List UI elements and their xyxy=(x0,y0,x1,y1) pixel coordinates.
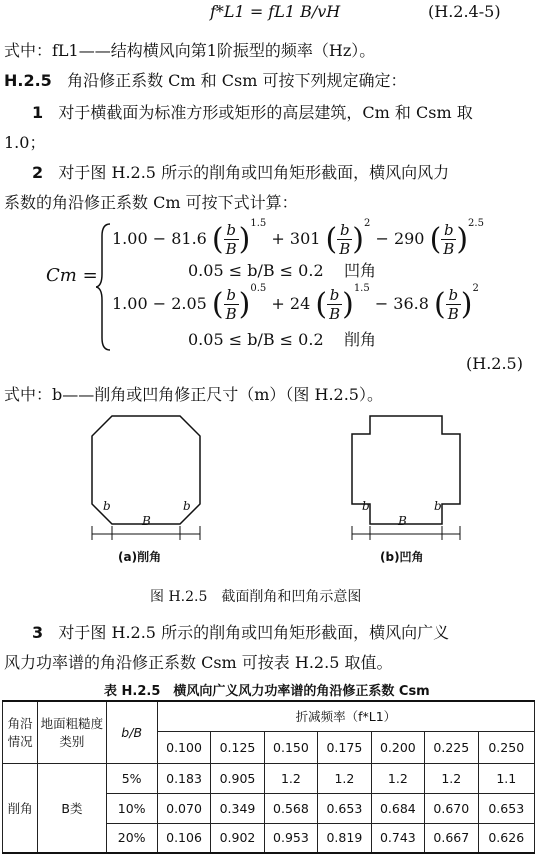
item-1-number: 1 xyxy=(32,103,44,122)
cell-value: 1.2 xyxy=(264,763,317,793)
item-2-number: 2 xyxy=(32,163,44,182)
item-3-text-b: 风力功率谱的角沿修正系数 Csm 可按表 H.2.5 取值。 xyxy=(4,653,393,672)
frac-num: b xyxy=(327,286,342,305)
item-2 xyxy=(32,160,449,183)
cm-number: (H.2.5) xyxy=(466,354,523,373)
definition-b: 式中：b——削角或凹角修正尺寸（m）（图 H.2.5）。 xyxy=(4,385,383,404)
figure-caption: 图 H.2.5 截面削角和凹角示意图 xyxy=(150,589,362,605)
cm-row2: 1.00 − 2.05 ( $\frac{b}{B}$ )$^{0.5}$ + 24 ( $\frac{b}{B}$ )$^{1.5}$ − 36.8 ( $\frac{b}{B}$ )$^2$ xyxy=(112,283,479,323)
cell-value: 0.902 xyxy=(211,823,264,853)
item-2-text-a: 对于图 H.2.5 所示的削角或凹角矩形截面，横风向风力 xyxy=(58,163,450,182)
cm-cond1 xyxy=(188,258,376,281)
item-3-text-a: 对于图 H.2.5 所示的削角或凹角矩形截面，横风向广义 xyxy=(58,623,450,642)
cell-value: 1.2 xyxy=(318,763,371,793)
cell-value: 0.684 xyxy=(371,793,424,823)
cell-value: 0.953 xyxy=(264,823,317,853)
cm-row1: 1.00 − 81.6 ( $\frac{b}{B}$ )$^{1.5}$ + 301 ( $\frac{b}{B}$ )$^2$ − 290 ( $\frac{b}{B}$ )$^{2.5}$ xyxy=(112,218,484,258)
figure-chamfer xyxy=(90,414,220,544)
cell-value: 0.653 xyxy=(318,793,371,823)
definition-fl1: 式中：fL1——结构横风向第1阶振型的频率（Hz）。 xyxy=(4,41,376,60)
cm-row1-e1: 1.5 xyxy=(250,218,267,229)
cm-row2-e2: 1.5 xyxy=(353,283,370,294)
th-freq: 折减频率（f*L1） xyxy=(157,701,534,731)
table-title: 表 H.2.5 横风向广义风力功率谱的角沿修正系数 Csm xyxy=(104,684,430,699)
figure-recess xyxy=(350,414,480,544)
item-1-text-a: 对于横截面为标准方形或矩形的高层建筑，Cm 和 Csm 取 xyxy=(58,103,473,122)
cm-row1-c: − 290 xyxy=(375,229,425,248)
section-number: H.2.5 xyxy=(4,71,52,90)
formula-top xyxy=(210,2,340,21)
frac-den: B xyxy=(447,305,459,323)
cm-row1-e2: 2 xyxy=(363,218,371,229)
fig-b-dim-b2: b xyxy=(434,499,442,513)
freq-cell: 0.150 xyxy=(264,731,317,763)
cm-cond1-range: 0.05 ≤ b/B ≤ 0.2 xyxy=(188,261,324,280)
frac-num: b xyxy=(337,221,352,240)
cell-value: 0.819 xyxy=(318,823,371,853)
cell-value: 0.183 xyxy=(157,763,210,793)
fig-a-dim-b2: b xyxy=(183,499,191,513)
th-terrain: 地面粗糙度类别 xyxy=(38,701,106,763)
cm-lhs: Cm = xyxy=(46,265,98,286)
cell-value: 0.670 xyxy=(425,793,478,823)
cell-value: 1.1 xyxy=(478,763,534,793)
cm-row1-b: + 301 xyxy=(271,229,321,248)
section-text: 角沿修正系数 Cm 和 Csm 可按下列规定确定： xyxy=(67,71,407,90)
fig-b-dim-B: B xyxy=(398,514,407,528)
cell-corner: 削角 xyxy=(3,763,38,853)
item-1-text-b: 1.0； xyxy=(4,133,46,152)
figure-label-a: (a)削角 xyxy=(118,550,162,564)
freq-cell: 0.100 xyxy=(157,731,210,763)
frac-den: B xyxy=(443,240,455,258)
th-corner: 角沿情况 xyxy=(3,701,38,763)
section-h25 xyxy=(4,68,406,91)
item-3 xyxy=(32,620,449,643)
cell-value: 0.626 xyxy=(478,823,534,853)
cm-cond2-label: 削角 xyxy=(343,330,376,349)
cell-value: 0.743 xyxy=(371,823,424,853)
table-row xyxy=(3,763,535,793)
frac-den: B xyxy=(339,240,351,258)
frac-num: b xyxy=(224,221,239,240)
cell-value: 0.653 xyxy=(478,793,534,823)
cm-row1-e3: 2.5 xyxy=(468,218,484,229)
cm-cond2 xyxy=(188,327,376,350)
th-bB: b/B xyxy=(106,701,157,763)
frac-num: b xyxy=(446,286,461,305)
cm-cond1-label: 凹角 xyxy=(343,261,376,280)
frac-num: b xyxy=(441,221,456,240)
frac-den: B xyxy=(225,240,237,258)
frac-num: b xyxy=(224,286,239,305)
freq-cell: 0.200 xyxy=(371,731,424,763)
cm-row2-e3: 2 xyxy=(472,283,479,294)
cell-value: 0.349 xyxy=(211,793,264,823)
cell-value: 0.568 xyxy=(264,793,317,823)
cell-value: 0.905 xyxy=(211,763,264,793)
item-1 xyxy=(32,100,473,123)
csm-table xyxy=(2,700,535,854)
fig-a-dim-B: B xyxy=(142,514,151,528)
freq-cell: 0.175 xyxy=(318,731,371,763)
frac-den: B xyxy=(329,305,341,323)
frac-den: B xyxy=(225,305,237,323)
freq-cell: 0.250 xyxy=(478,731,534,763)
cell-value: 1.2 xyxy=(371,763,424,793)
fig-a-dim-b1: b xyxy=(103,499,111,513)
cell-value: 0.667 xyxy=(425,823,478,853)
item-3-number: 3 xyxy=(32,623,44,642)
cm-row2-a: 1.00 − 2.05 xyxy=(112,294,207,313)
formula-top-number: (H.2.4-5) xyxy=(428,2,501,21)
cell-bB: 10% xyxy=(106,793,157,823)
cm-row2-b: + 24 xyxy=(271,294,311,313)
figure-label-b: (b)凹角 xyxy=(380,550,424,564)
cell-bB: 20% xyxy=(106,823,157,853)
cm-cond2-range: 0.05 ≤ b/B ≤ 0.2 xyxy=(188,330,324,349)
cell-value: 0.070 xyxy=(157,793,210,823)
cm-brace xyxy=(96,222,112,352)
cm-row2-e1: 0.5 xyxy=(250,283,267,294)
cm-row2-c: − 36.8 xyxy=(374,294,429,313)
cm-row1-a: 1.00 − 81.6 xyxy=(112,229,207,248)
cell-bB: 5% xyxy=(106,763,157,793)
cell-terrain: B类 xyxy=(38,763,106,853)
freq-cell: 0.125 xyxy=(211,731,264,763)
item-2-text-b: 系数的角沿修正系数 Cm 可按下式计算： xyxy=(4,193,298,212)
fig-b-dim-b1: b xyxy=(362,499,370,513)
cell-value: 1.2 xyxy=(425,763,478,793)
formula-top-text: f*L1 = fL1 B/vH xyxy=(210,2,341,21)
freq-cell: 0.225 xyxy=(425,731,478,763)
cell-value: 0.106 xyxy=(157,823,210,853)
